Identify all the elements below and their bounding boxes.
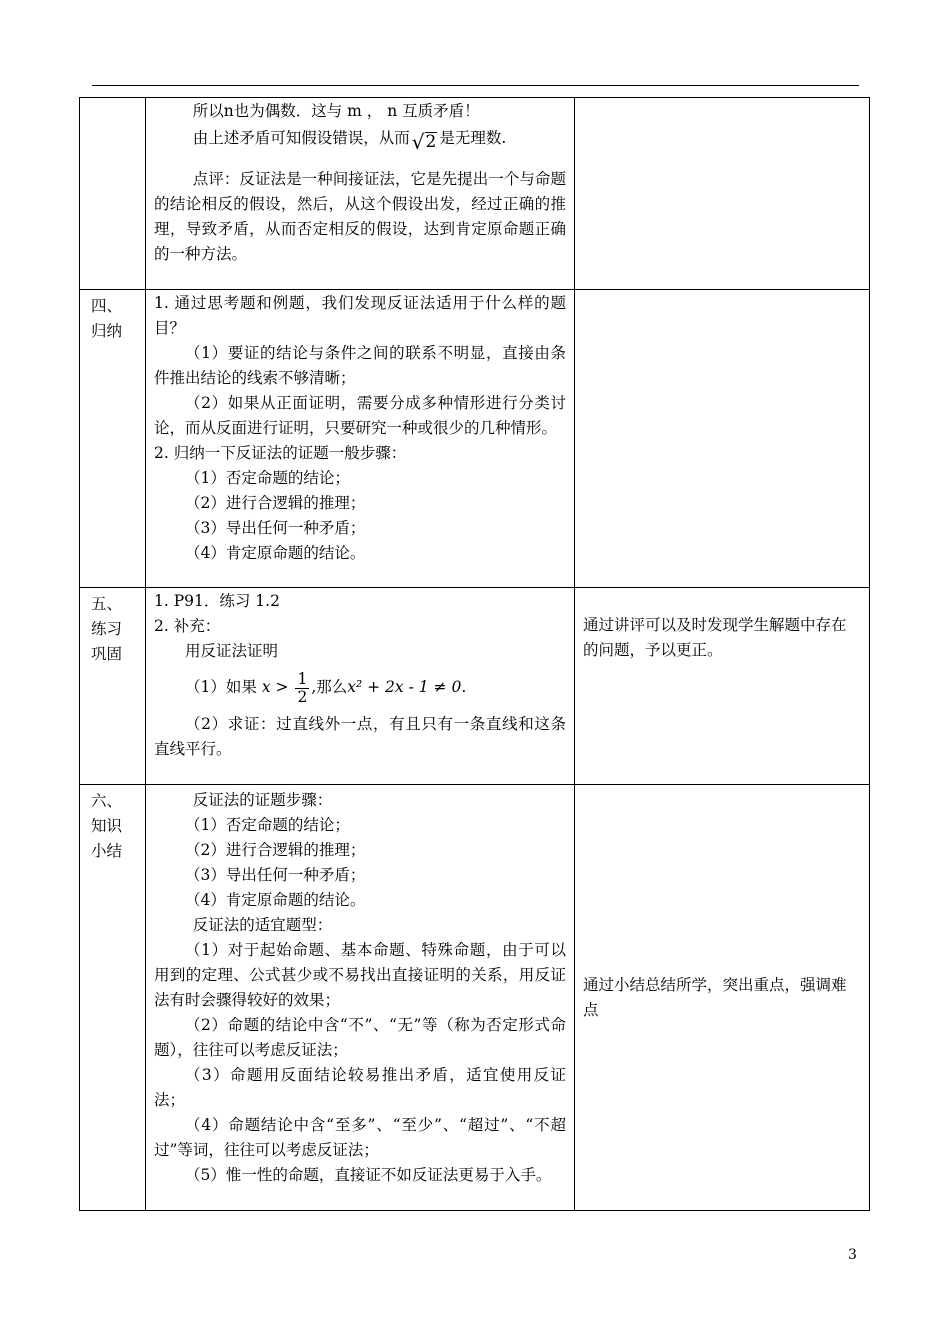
text-line: 反证法的证题步骤：	[192, 791, 333, 809]
fraction-numerator: 1	[297, 669, 308, 688]
list-item: （1）否定命题的结论；	[185, 469, 350, 487]
page-number: 3	[848, 1247, 857, 1263]
table-row	[80, 785, 870, 1211]
section-number: 五、	[91, 595, 123, 613]
math-line: （1）如果 x > $\frac{1}{2}$ ,那么x² + 2x - 1 ≠ 0.	[185, 669, 467, 706]
sqrt-value: 2	[425, 132, 437, 152]
lesson-plan-table	[79, 97, 870, 1211]
content-cell	[146, 588, 575, 785]
list-item: （3）导出任何一种矛盾；	[185, 519, 366, 537]
teacher-note: 通过小结总结所学，突出重点，强调难点	[583, 975, 847, 1019]
text-line: 用反证法证明	[185, 642, 279, 660]
note-cell	[575, 290, 870, 588]
list-item: （4）肯定原命题的结论。	[185, 891, 366, 909]
list-item: （4）肯定原命题的结论。	[185, 544, 366, 562]
text-line: （1）要证的结论与条件之间的联系不明显，直接由条件推出结论的线索不够清晰；	[154, 344, 566, 387]
content-cell	[146, 98, 575, 290]
fraction-denominator: 2	[297, 687, 308, 706]
section-label-cell	[80, 290, 146, 588]
section-number: 六、	[91, 792, 123, 810]
text-line: 1. P91．练习 1.2	[154, 592, 280, 610]
section-title: 知识	[91, 817, 123, 835]
table-row	[80, 290, 870, 588]
section-label-cell	[80, 785, 146, 1211]
section-title: 归纳	[91, 322, 123, 340]
content-cell	[146, 785, 575, 1211]
list-item: （1）否定命题的结论；	[185, 816, 350, 834]
math-text: 那么	[316, 678, 348, 696]
list-item: （3）导出任何一种矛盾；	[185, 866, 366, 884]
text-line: （2）命题的结论中含“不”、“无”等（称为否定形式命题），往往可以考虑反证法；	[154, 1016, 566, 1059]
header-rule	[92, 85, 859, 86]
text-line: 所以n也为偶数．这与 m ， n 互质矛盾！	[192, 102, 480, 120]
section-label-cell	[80, 588, 146, 785]
list-item: （2）进行合逻辑的推理；	[185, 841, 366, 859]
text-fragment: 是无理数.	[439, 129, 507, 147]
math-var: x	[261, 678, 271, 696]
section-title: 练习	[91, 620, 123, 638]
note-cell	[575, 98, 870, 290]
text-line: （5）惟一性的命题，直接证不如反证法更易于入手。	[185, 1166, 552, 1184]
text-line	[154, 126, 566, 152]
table-row	[80, 98, 870, 290]
section-title: 小结	[91, 842, 123, 860]
list-item: （2）进行合逻辑的推理；	[185, 494, 366, 512]
text-line: （4）命题结论中含“至多”、“至少”、“超过”、“不超过”等词，往往可以考虑反证法；	[154, 1116, 566, 1159]
text-line: 1. 通过思考题和例题，我们发现反证法适用于什么样的题目？	[154, 294, 566, 337]
text-line: （2）求证：过直线外一点，有且只有一条直线和这条直线平行。	[154, 714, 566, 758]
math-operator: >	[275, 678, 289, 696]
section-label-cell	[80, 98, 146, 290]
section-number: 四、	[91, 297, 123, 315]
text-fragment: 由上述矛盾可知假设错误，从而	[192, 129, 410, 147]
text-line: 2. 补充：	[154, 617, 221, 635]
text-fragment: （1）如果	[185, 678, 257, 696]
fraction	[295, 671, 309, 706]
table-row	[80, 588, 870, 785]
text-line: （1）对于起始命题、基本命题、特殊命题，由于可以用到的定理、公式甚少或不易找出直接证明的关系，用反证法有时会骤得较好的效果；	[154, 941, 566, 1009]
sqrt-symbol: √ 2	[411, 130, 437, 154]
section-title: 巩固	[91, 645, 123, 663]
teacher-note: 通过讲评可以及时发现学生解题中存在的问题，予以更正。	[583, 616, 847, 659]
note-cell	[575, 785, 870, 1211]
comment-paragraph: 点评：反证法是一种间接证法，它是先提出一个与命题的结论相反的假设，然后，从这个假设出发，经过正确的推理，导致矛盾，从而否定相反的假设，达到肯定原命题正确的一种方法。	[154, 170, 566, 263]
note-cell	[575, 588, 870, 785]
content-cell	[146, 290, 575, 588]
text-line: 2. 归纳一下反证法的证题一般步骤：	[154, 444, 407, 462]
math-expression: x² + 2x - 1 ≠ 0.	[347, 678, 467, 696]
text-line: 反证法的适宜题型：	[192, 916, 333, 934]
text-line: （3）命题用反面结论较易推出矛盾，适宜使用反证法；	[154, 1066, 566, 1109]
text-line: （2）如果从正面证明，需要分成多种情形进行分类讨论，而从反面进行证明，只要研究一种或很少的几种情形。	[154, 394, 566, 437]
